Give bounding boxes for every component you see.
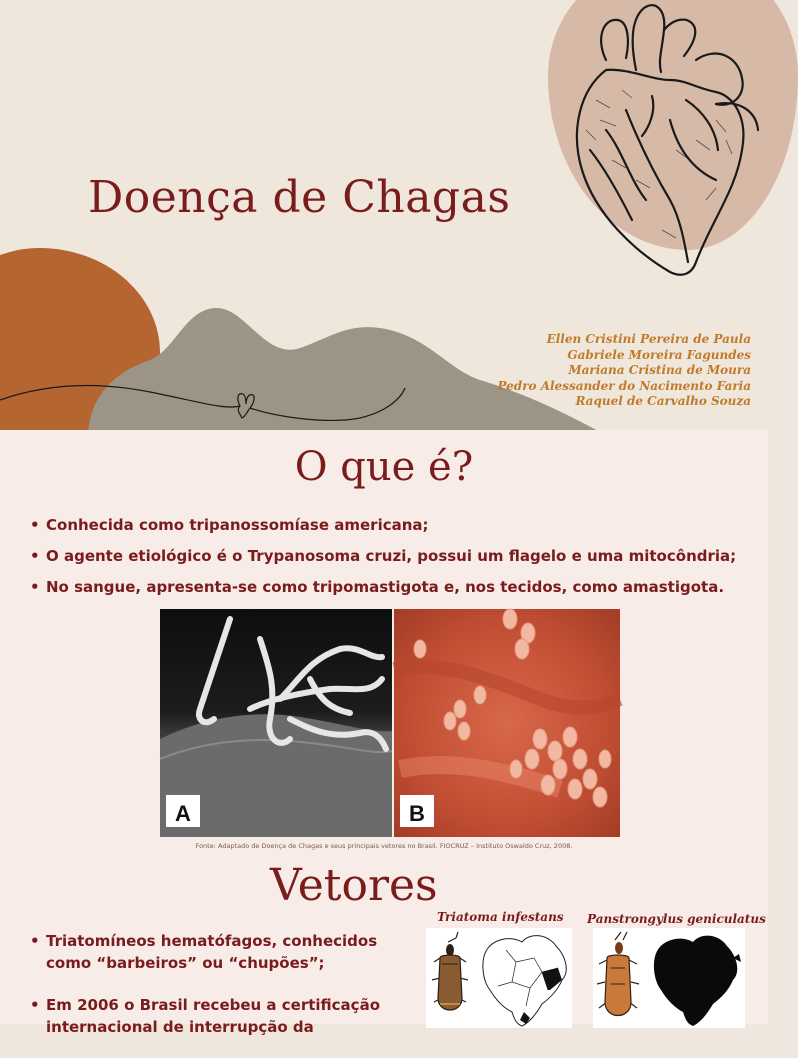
anatomical-heart-illustration	[566, 0, 768, 280]
page-title: Doença de Chagas	[88, 172, 511, 223]
panel-a-label: A	[175, 801, 191, 826]
trypanosoma-micrograph	[160, 609, 620, 837]
bullet-item: • O agente etiológico é o Trypanosoma cruzi, possui um flagelo e uma mitocôndria;	[30, 545, 760, 576]
bullet-item: • Conhecida como tripanossomíase americana;	[30, 514, 760, 545]
panstrongylus-geniculatus-map	[593, 928, 745, 1028]
triatoma-infestans-map	[426, 928, 572, 1028]
author-name: Mariana Cristina de Moura	[568, 363, 751, 377]
author-name: Ellen Cristini Pereira de Paula	[546, 332, 751, 346]
section-heading-what: O que é?	[294, 444, 474, 490]
image-caption: Fonte: Adaptado de Doença de Chagas e seus principais vetores no Brasil. FIOCRUZ – Instituto Oswaldo Cruz, 2008.	[195, 842, 573, 850]
authors-list	[497, 332, 751, 410]
author-name: Pedro Alessander do Nacimento Faria	[497, 378, 751, 393]
bullet-item: • No sangue, apresenta-se como tripomastigota e, nos tecidos, como amastigota.	[30, 576, 760, 607]
species-label: Panstrongylus geniculatus	[587, 912, 766, 926]
what-bullet-list	[30, 514, 760, 607]
content-section	[0, 430, 768, 1036]
panel-a	[160, 609, 392, 837]
vectors-bullet-list	[30, 930, 390, 1058]
species-label: Triatoma infestans	[437, 910, 564, 924]
bullet-item: • Triatomíneos hematófagos, conhecidos como “barbeiros” ou “chupões”;	[30, 930, 390, 974]
author-name: Gabriele Moreira Fagundes	[567, 347, 751, 362]
section-heading-vectors: Vetores	[270, 860, 438, 911]
panel-b	[394, 609, 620, 837]
bullet-item: • Em 2006 o Brasil recebeu a certificação internacional de interrupção da	[30, 994, 390, 1038]
panel-b-label: B	[409, 801, 425, 826]
title-banner	[0, 0, 768, 430]
author-name: Raquel de Carvalho Souza	[575, 394, 751, 408]
